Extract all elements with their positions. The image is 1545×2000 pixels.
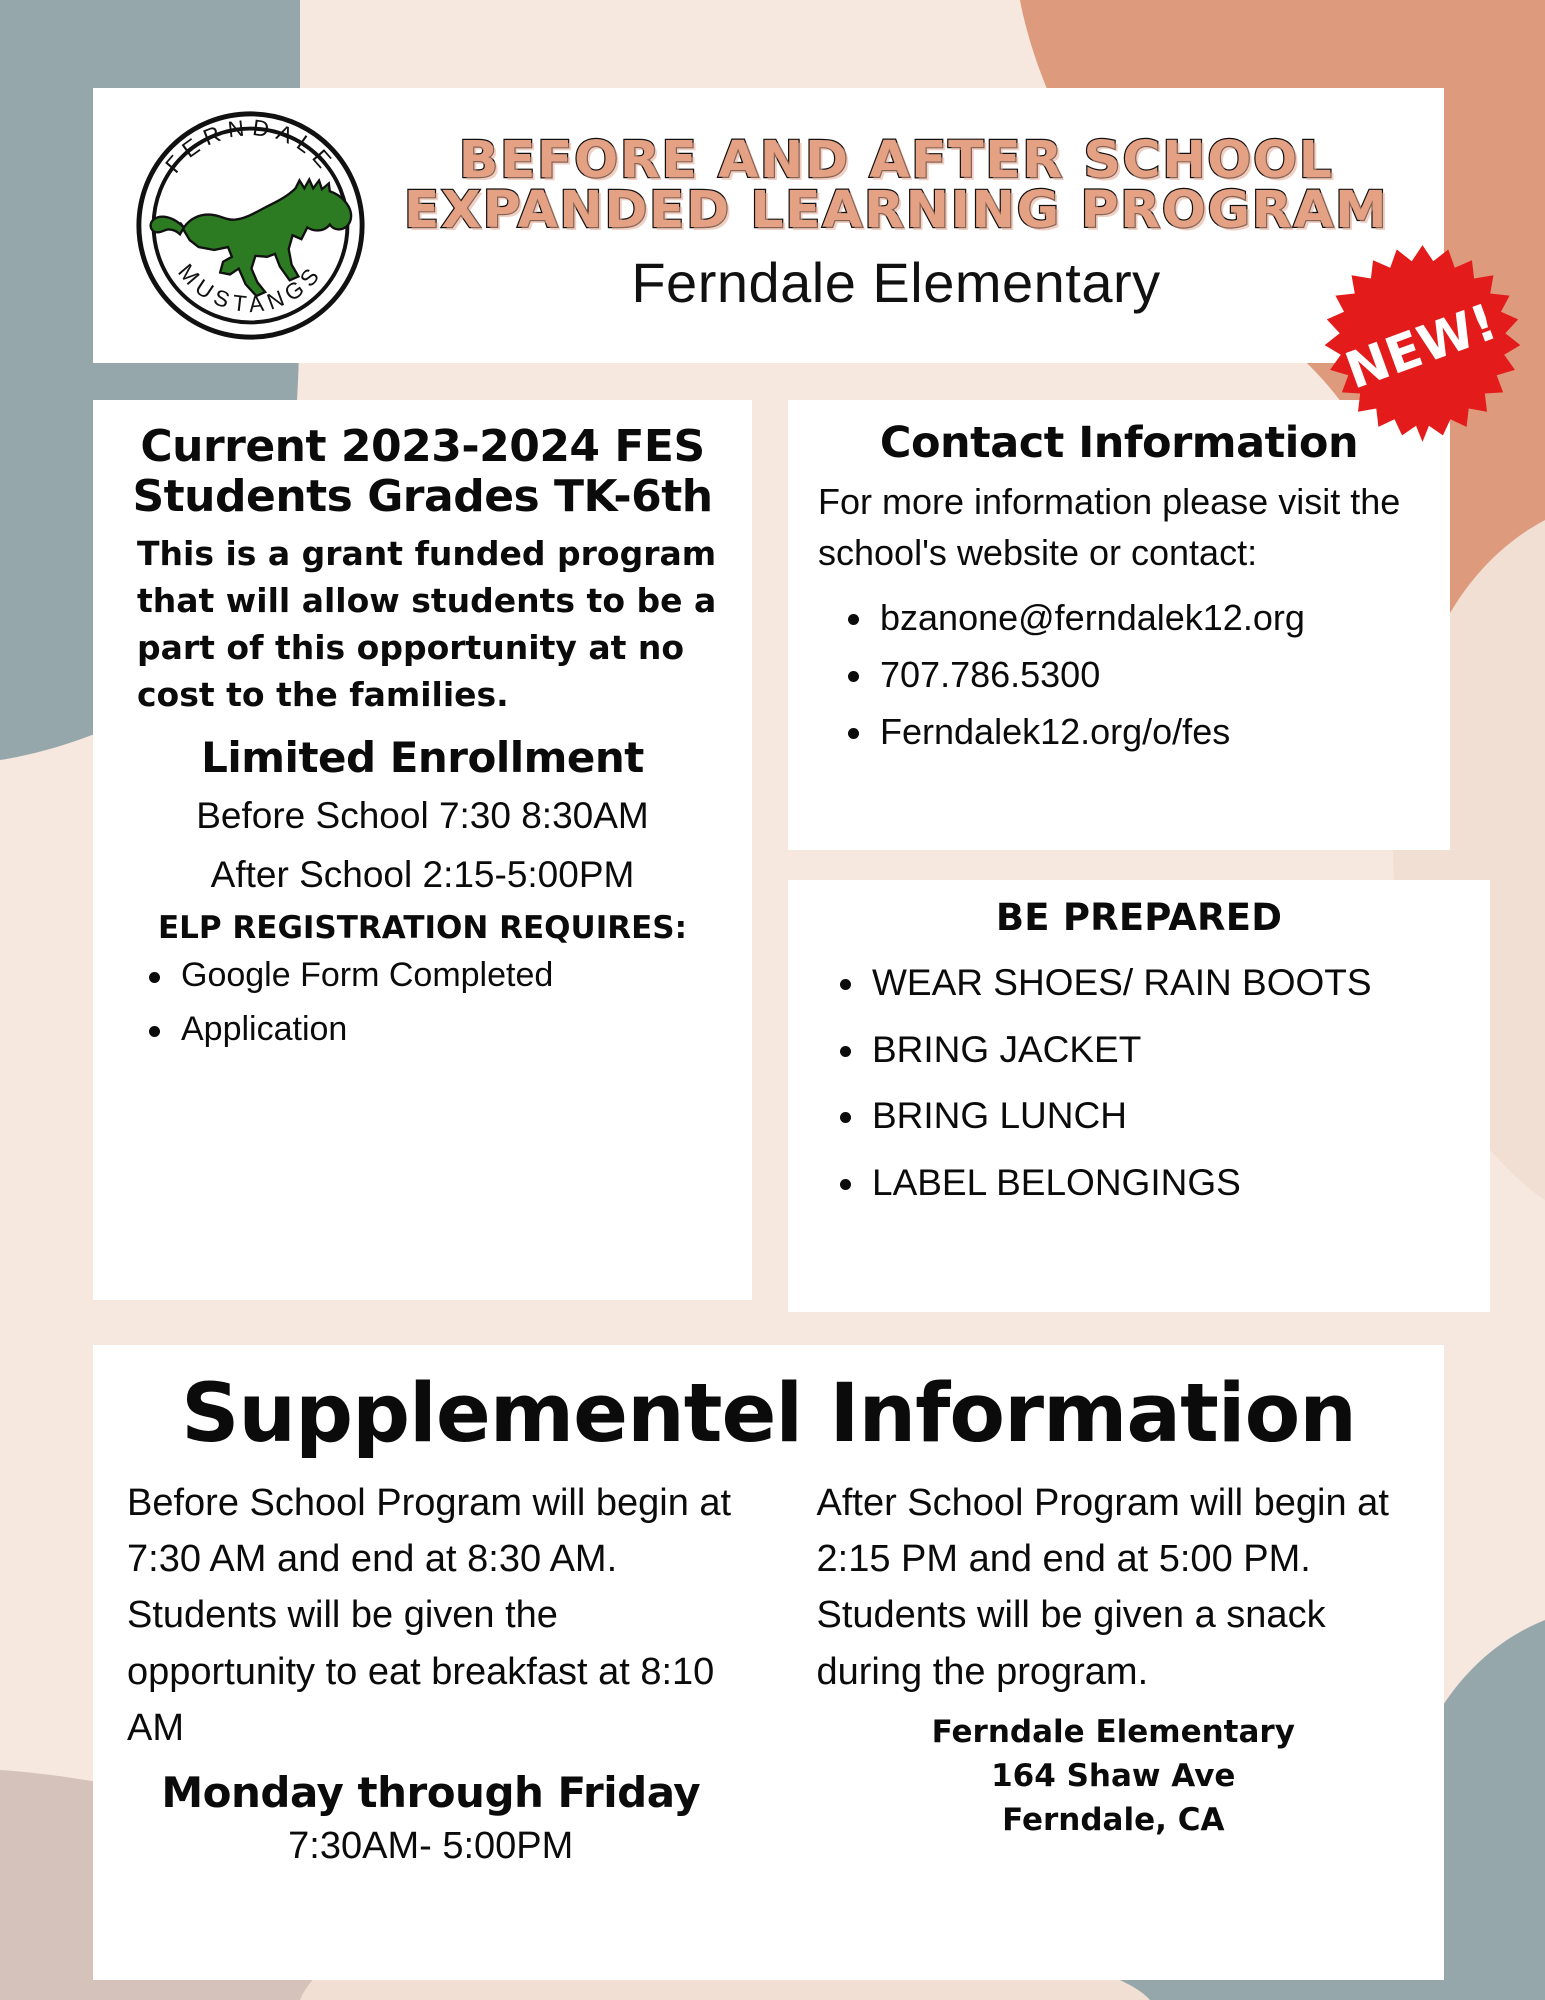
- address-line-3: Ferndale, CA: [1002, 1801, 1225, 1838]
- svg-text:MUSTANGS: MUSTANGS: [173, 259, 328, 318]
- supplemental-information-panel: [93, 1345, 1444, 1980]
- supplemental-columns: [93, 1475, 1444, 1868]
- address-block: [817, 1710, 1411, 1842]
- eligibility-panel: [93, 400, 752, 1300]
- contact-intro: For more information please visit the school's website or contact:: [818, 481, 1401, 574]
- contact-phone[interactable]: 707.786.5300: [840, 649, 1420, 700]
- operating-days: Monday through Friday: [161, 1768, 701, 1818]
- svg-text:FERNDALE: FERNDALE: [160, 114, 341, 178]
- list-item: LABEL BELONGINGS: [832, 1157, 1460, 1210]
- contact-list: [818, 592, 1420, 757]
- after-school-description: After School Program will begin at 2:15 PM and end at 5:00 PM. Students will be given a snack during the program.: [816, 1482, 1389, 1693]
- after-school-time: After School 2:15-5:00PM: [210, 853, 635, 895]
- list-item: WEAR SHOES/ RAIN BOOTS: [832, 957, 1460, 1010]
- be-prepared-list: [818, 957, 1460, 1209]
- be-prepared-panel: [788, 880, 1490, 1312]
- before-school-time: Before School 7:30 8:30AM: [196, 794, 649, 836]
- supplemental-title: Supplementel Information: [181, 1367, 1356, 1461]
- eligibility-heading: Current 2023-2024 FES Students Grades TK-6th: [132, 421, 713, 522]
- supplemental-column-after-school: [769, 1475, 1445, 1868]
- new-badge: [1315, 243, 1530, 458]
- list-item: Google Form Completed: [141, 951, 726, 999]
- contact-email[interactable]: bzanone@ferndalek12.org: [840, 592, 1420, 643]
- header-text-block: [368, 131, 1444, 315]
- supplemental-column-before-school: [93, 1475, 769, 1868]
- list-item: BRING LUNCH: [832, 1090, 1460, 1143]
- registration-requirements-list: [119, 951, 726, 1054]
- registration-heading: ELP REGISTRATION REQUIRES:: [157, 909, 688, 946]
- header-panel: [93, 88, 1444, 363]
- contact-heading: Contact Information: [879, 418, 1359, 468]
- school-logo: [133, 108, 368, 343]
- new-badge-label: NEW!: [1337, 291, 1505, 401]
- before-school-description: Before School Program will begin at 7:30 AM and end at 8:30 AM. Students will be given the opportunity to eat breakfast at 8:10 AM: [127, 1482, 732, 1749]
- contact-website[interactable]: Ferndalek12.org/o/fes: [840, 706, 1420, 757]
- address-line-2: 164 Shaw Ave: [991, 1757, 1236, 1794]
- list-item: Application: [141, 1005, 726, 1053]
- contact-information-panel: [788, 400, 1450, 850]
- flyer-title-line2: EXPANDED LEARNING PROGRAM: [403, 181, 1389, 240]
- eligibility-body: This is a grant funded program that will allow students to be a part of this opportunity at no cost to the families.: [137, 534, 717, 715]
- be-prepared-heading: BE PREPARED: [995, 896, 1283, 939]
- address-line-1: Ferndale Elementary: [931, 1713, 1295, 1750]
- flyer-subtitle: Ferndale Elementary: [631, 250, 1161, 314]
- list-item: BRING JACKET: [832, 1024, 1460, 1077]
- flyer-title-line1: BEFORE AND AFTER SCHOOL: [458, 131, 1334, 191]
- limited-enrollment-heading: Limited Enrollment: [201, 732, 644, 782]
- operating-hours: 7:30AM- 5:00PM: [288, 1825, 574, 1868]
